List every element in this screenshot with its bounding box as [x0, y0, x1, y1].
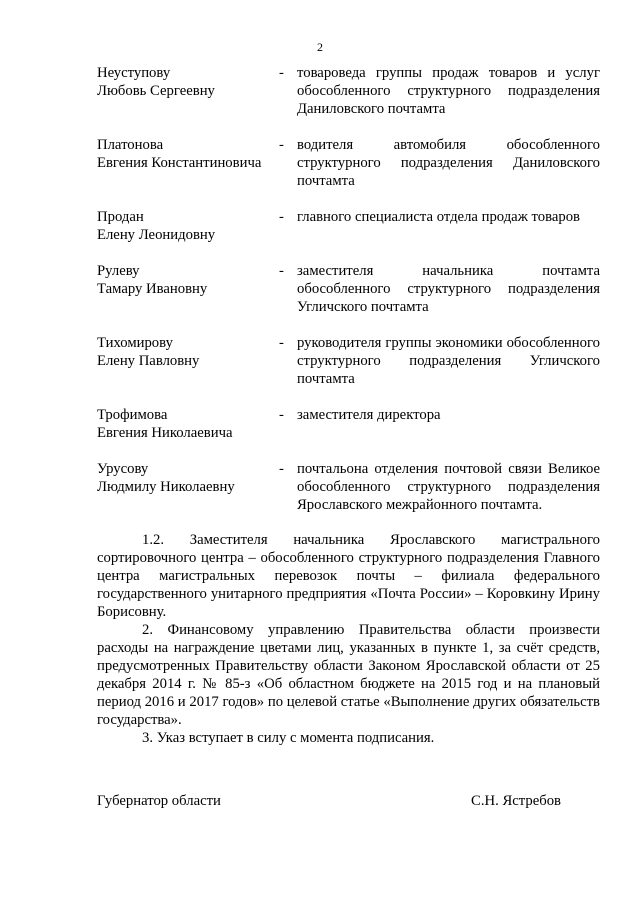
awardee-position: почтальона отделения почтовой связи Великое обособленного структурного подразделения Ярославского межрайонного почтамта. — [297, 461, 600, 513]
awardee-entry — [97, 136, 600, 190]
awardee-entry — [97, 208, 600, 244]
awardee-position: руководителя группы экономики обособленного структурного подразделения Угличского почтамта — [297, 335, 600, 387]
awardee-name-line: Неуступову — [97, 65, 171, 81]
dash-separator: - — [279, 263, 284, 279]
dash-separator: - — [279, 461, 284, 477]
awardee-name-line: Урусову — [97, 461, 149, 477]
awardee-entry — [97, 334, 600, 388]
awardee-entry — [97, 64, 600, 118]
awardee-name-line: Евгения Николаевича — [97, 425, 233, 441]
awardee-position: товароведа группы продаж товаров и услуг обособленного структурного подразделения Даниловского почтамта — [297, 65, 600, 117]
awardee-name-line: Платонова — [97, 137, 164, 153]
awardee-position: заместителя начальника почтамта обособленного структурного подразделения Угличского почтамта — [297, 263, 600, 315]
awardee-name — [97, 136, 279, 190]
dash-separator: - — [279, 137, 284, 153]
dash-separator: - — [279, 335, 284, 351]
awardee-name — [97, 262, 279, 316]
awardee-entry — [97, 460, 600, 514]
page-number: 2 — [317, 40, 323, 54]
dash-separator: - — [279, 65, 284, 81]
dash-separator: - — [279, 209, 284, 225]
decree-paragraph: 1.2. Заместителя начальника Ярославского магистрального сортировочного центра – обособленного структурного подразделения Главного центра магистральных перевозок почты – филиала федерального государственного унитарного предприятия «Почта России» – Коровкину Ирину Борисовну. — [97, 532, 600, 620]
awardee-name-line: Рулеву — [97, 263, 140, 279]
awardee-entry — [97, 262, 600, 316]
signatory-position: Губернатор области — [97, 793, 221, 809]
awardee-name — [97, 406, 279, 442]
awardee-position: водителя автомобиля обособленного структурного подразделения Даниловского почтамта — [297, 137, 600, 189]
awardee-name — [97, 460, 279, 514]
awardee-name — [97, 64, 279, 118]
awardee-name-line: Продан — [97, 209, 144, 225]
dash-separator: - — [279, 407, 284, 423]
signature-block — [97, 792, 561, 810]
awardee-name-line: Евгения Константиновича — [97, 155, 262, 171]
awardee-name-line: Елену Павловну — [97, 353, 200, 369]
awardee-position: заместителя директора — [297, 407, 441, 423]
awardee-name — [97, 208, 279, 244]
awardee-name-line: Любовь Сергеевну — [97, 83, 215, 99]
decree-paragraph: 2. Финансовому управлению Правительства области произвести расходы на награждение цветами лиц, указанных в пункте 1, за счёт средств, предусмотренных Правительству области Законом Ярославской области от 25 декабря 2014 г. № 85-з «Об областном бюджете на 2015 год и на плановый период 2016 и 2017 годов» по целевой статье «Выполнение других обязательств государства». — [97, 622, 600, 728]
awardee-name-line: Тамару Ивановну — [97, 281, 208, 297]
awardee-entry — [97, 406, 600, 442]
awardee-position: главного специалиста отдела продаж товаров — [297, 209, 580, 225]
awardee-list — [97, 64, 600, 532]
awardee-name-line: Трофимова — [97, 407, 168, 423]
awardee-name — [97, 334, 279, 388]
awardee-name-line: Людмилу Николаевну — [97, 479, 235, 495]
awardee-name-line: Елену Леонидовну — [97, 227, 216, 243]
awardee-name-line: Тихомирову — [97, 335, 173, 351]
decree-paragraph: 3. Указ вступает в силу с момента подписания. — [142, 730, 435, 746]
signatory-name: С.Н. Ястребов — [471, 793, 561, 809]
decree-paragraphs — [97, 531, 600, 747]
